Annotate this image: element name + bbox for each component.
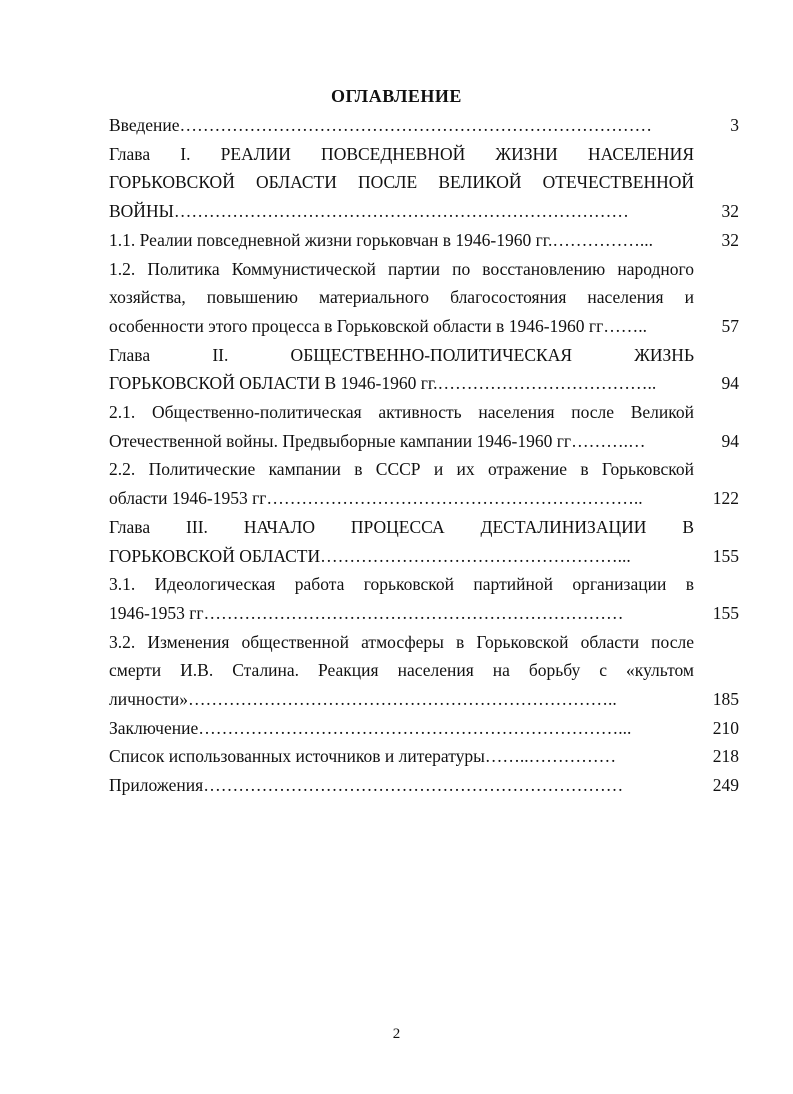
page-title: ОГЛАВЛЕНИЕ	[331, 86, 462, 106]
toc-entry-chapter-1[interactable]	[109, 140, 739, 226]
toc-entry-line: 2.2. Политические кампании в СССР и их отражение в Горьковской	[109, 459, 694, 480]
toc-entry-line: 3.2. Изменения общественной атмосферы в Горьковской области после	[109, 631, 694, 652]
toc-entry-line: 2.1. Общественно-политическая активность населения после Великой	[109, 402, 694, 423]
toc-entry-line: хозяйства, повышению материального благосостояния населения и	[109, 287, 694, 308]
toc-entry-line: смерти И.В. Сталина. Реакция населения на борьбу с «культом	[109, 660, 694, 681]
toc-entry-section-1-2[interactable]	[109, 255, 739, 341]
toc-entry-line: 3.1. Идеологическая работа горьковской партийной организации в	[109, 574, 694, 595]
toc-entry-section-3-1[interactable]	[109, 570, 739, 627]
toc-page-number: 32	[721, 201, 739, 222]
toc-page-number: 185	[712, 689, 739, 710]
toc-entry-appendices[interactable]	[109, 771, 739, 800]
toc-entry-line: ВОЙНЫ……………………………………………………………………	[109, 201, 629, 222]
toc-entry-line: 1.1. Реалии повседневной жизни горьковчан в 1946-1960 гг.……………...	[109, 229, 654, 250]
toc-entry-line: Введение………………………………………………………………………	[109, 115, 653, 135]
toc-page-number: 218	[712, 746, 739, 767]
toc-entry-line: Отечественной войны. Предвыборные кампании 1946-1960 гг……….…	[109, 430, 646, 451]
table-of-contents	[109, 111, 739, 800]
toc-entry-line: Заключение………………………………………………………………...	[109, 717, 632, 738]
toc-entry-introduction[interactable]	[109, 111, 739, 140]
toc-page-number: 57	[721, 315, 739, 336]
toc-entry-section-3-2[interactable]	[109, 628, 739, 714]
toc-page-number: 94	[721, 430, 739, 451]
toc-entry-text	[109, 226, 694, 255]
toc-entry-line: ГОРЬКОВСКОЙ ОБЛАСТИ ПОСЛЕ ВЕЛИКОЙ ОТЕЧЕСТВЕННОЙ	[109, 172, 694, 193]
toc-page-number: 155	[712, 545, 739, 566]
toc-page-number: 122	[712, 488, 739, 509]
toc-entry-line: личности»………………………………………………………………..	[109, 689, 617, 710]
toc-entry-conclusion[interactable]	[109, 714, 739, 743]
toc-page-number: 249	[712, 775, 739, 796]
toc-entry-text	[109, 341, 694, 398]
toc-entry-line: Глава I. РЕАЛИИ ПОВСЕДНЕВНОЙ ЖИЗНИ НАСЕЛЕНИЯ	[109, 143, 694, 164]
page-number: 2	[392, 1026, 401, 1042]
toc-entry-line: Глава II. ОБЩЕСТВЕННО-ПОЛИТИЧЕСКАЯ ЖИЗНЬ	[109, 344, 694, 365]
toc-entry-line: особенности этого процесса в Горьковской области в 1946-1960 гг……..	[109, 315, 647, 336]
toc-entry-line: Глава III. НАЧАЛО ПРОЦЕССА ДЕСТАЛИНИЗАЦИИ В	[109, 516, 694, 537]
toc-page-number: 94	[721, 373, 739, 394]
toc-entry-text	[109, 628, 694, 714]
toc-entry-section-2-2[interactable]	[109, 455, 739, 512]
toc-entry-line: 1946-1953 гг………………………………………………………………	[109, 602, 624, 623]
toc-page-number: 155	[712, 602, 739, 623]
toc-page-number: 32	[721, 229, 739, 250]
toc-entry-text	[109, 570, 694, 627]
toc-entry-section-1-1[interactable]	[109, 226, 739, 255]
toc-entry-text	[109, 742, 694, 771]
toc-entry-line: Список использованных источников и литературы……..……………	[109, 746, 617, 767]
toc-entry-bibliography[interactable]	[109, 742, 739, 771]
toc-entry-line: 1.2. Политика Коммунистической партии по восстановлению народного	[109, 258, 694, 279]
toc-page-number: 3	[730, 115, 739, 135]
toc-entry-chapter-3[interactable]	[109, 513, 739, 570]
toc-entry-text	[109, 455, 694, 512]
toc-entry-line: ГОРЬКОВСКОЙ ОБЛАСТИ В 1946-1960 гг.………………………………..	[109, 373, 657, 394]
toc-entry-line: области 1946-1953 гг………………………………………………………..	[109, 488, 643, 509]
toc-entry-line: ГОРЬКОВСКОЙ ОБЛАСТИ……………………………………………...	[109, 545, 631, 566]
toc-entry-chapter-2[interactable]	[109, 341, 739, 398]
toc-page-number: 210	[712, 717, 739, 738]
toc-entry-text	[109, 513, 694, 570]
toc-entry-text	[109, 771, 694, 800]
toc-entry-line: Приложения………………………………………………………………	[109, 775, 624, 796]
toc-entry-text	[109, 398, 694, 455]
toc-entry-text	[109, 255, 694, 341]
toc-entry-text	[109, 140, 694, 226]
toc-entry-section-2-1[interactable]	[109, 398, 739, 455]
toc-entry-text	[109, 714, 694, 743]
toc-entry-text	[109, 111, 694, 140]
